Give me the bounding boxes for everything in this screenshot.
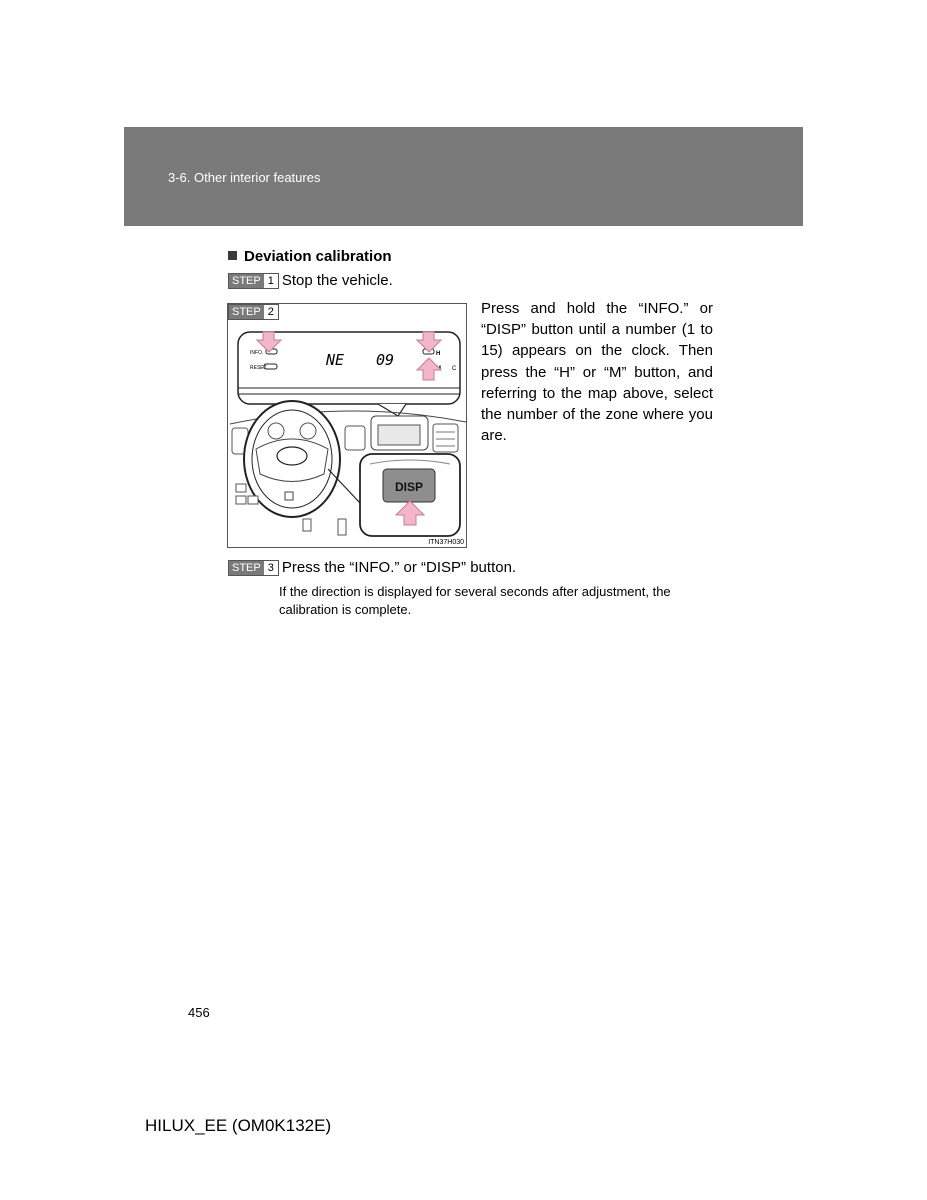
step-1-text: Stop the vehicle. [281, 272, 393, 289]
reset-label: RESET [250, 365, 267, 371]
dashboard-illustration [228, 304, 468, 549]
square-bullet-icon [228, 251, 237, 260]
step-1 [228, 272, 393, 289]
section-heading [228, 248, 392, 265]
center-console [378, 425, 420, 445]
step-3-note: If the direction is displayed for several seconds after adjustment, the calibration is complete. [279, 584, 671, 617]
page-number: 456 [188, 1005, 210, 1020]
heading-text: Deviation calibration [244, 248, 392, 265]
step-2-text: Press and hold the “INFO.” or “DISP” button until a number (1 to 15) appears on the clock. Then press the “H” or “M” button, and referring to the map above, select the number of the zone where you are. [481, 300, 713, 445]
step-3-text: Press the “INFO.” or “DISP” button. [281, 559, 517, 576]
info-label: INFO. [250, 350, 264, 356]
direction-readout: NE [326, 351, 345, 369]
dashboard-figure [227, 303, 467, 548]
steering-wheel-switch [285, 492, 293, 500]
step-2-badge: STEP 2 [228, 304, 279, 320]
steering-wheel-emblem [277, 447, 307, 465]
header-band [124, 127, 803, 226]
h-label: H [436, 351, 441, 357]
footer-model-code: HILUX_EE (OM0K132E) [145, 1116, 332, 1135]
callout-pointer [378, 404, 406, 416]
zone-readout: 09 [376, 351, 395, 369]
step-3-badge: STEP 3 [228, 560, 279, 576]
pedal [303, 519, 311, 531]
dashboard-switch [236, 484, 246, 492]
pedal [338, 519, 346, 535]
step-3 [228, 559, 516, 576]
dashboard-switch [248, 496, 258, 504]
disp-label: DISP [394, 480, 424, 494]
air-vent [345, 426, 365, 450]
section-title: 3-6. Other interior features [168, 170, 321, 185]
air-vent [433, 424, 458, 452]
step-1-badge: STEP 1 [228, 273, 279, 289]
dashboard-switch [236, 496, 246, 504]
c-label: C [452, 366, 457, 372]
figure-code: ITN37H030 [428, 539, 464, 546]
